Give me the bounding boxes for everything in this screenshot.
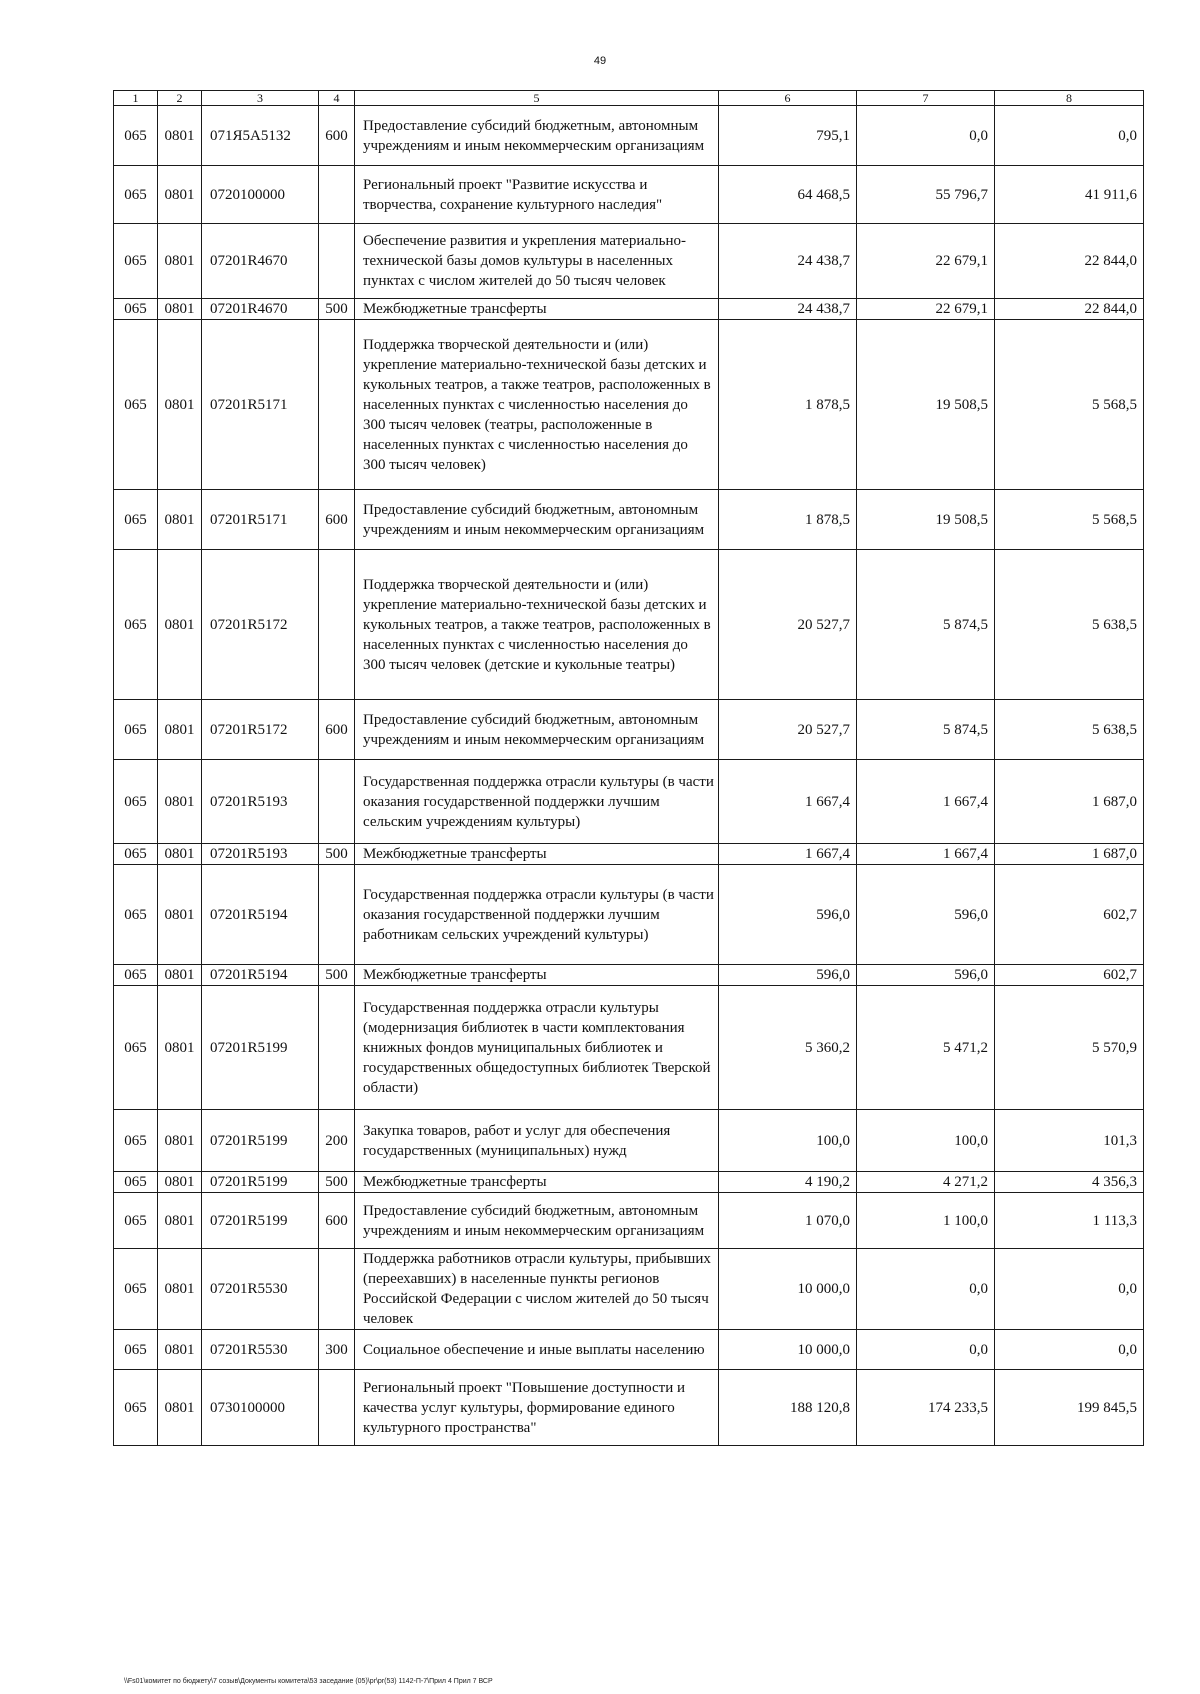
cell-col-1: 065 xyxy=(114,490,158,550)
cell-col-7: 22 679,1 xyxy=(857,224,995,299)
cell-col-8: 1 687,0 xyxy=(995,844,1144,865)
cell-col-3: 07201R4670 xyxy=(202,299,319,320)
cell-col-2: 0801 xyxy=(158,700,202,760)
cell-col-4 xyxy=(319,166,355,224)
column-header: 7 xyxy=(857,91,995,106)
cell-col-4: 600 xyxy=(319,1193,355,1249)
cell-col-7: 5 471,2 xyxy=(857,986,995,1110)
table-row xyxy=(114,700,1144,760)
cell-col-8: 4 356,3 xyxy=(995,1172,1144,1193)
cell-col-6: 596,0 xyxy=(719,865,857,965)
cell-col-2: 0801 xyxy=(158,1193,202,1249)
cell-col-6: 596,0 xyxy=(719,965,857,986)
cell-col-2: 0801 xyxy=(158,299,202,320)
cell-col-5: Предоставление субсидий бюджетным, автономным учреждениям и иным некоммерческим организациям xyxy=(355,1193,719,1249)
cell-col-7: 1 667,4 xyxy=(857,844,995,865)
cell-col-2: 0801 xyxy=(158,320,202,490)
table-row xyxy=(114,1330,1144,1370)
cell-col-4: 200 xyxy=(319,1110,355,1172)
cell-col-2: 0801 xyxy=(158,760,202,844)
cell-col-3: 0720100000 xyxy=(202,166,319,224)
cell-col-3: 07201R5193 xyxy=(202,844,319,865)
cell-col-8: 41 911,6 xyxy=(995,166,1144,224)
cell-col-6: 24 438,7 xyxy=(719,299,857,320)
cell-col-2: 0801 xyxy=(158,1249,202,1330)
table-row xyxy=(114,1249,1144,1330)
cell-col-5: Поддержка творческой деятельности и (или) укрепление материально-технической базы детских и кукольных театров, а также театров, расположенных в населенных пунктах с численностью населения до 300 тысяч человек (детские и кукольные театры) xyxy=(355,550,719,700)
cell-col-4: 600 xyxy=(319,700,355,760)
cell-col-7: 1 667,4 xyxy=(857,760,995,844)
cell-col-3: 07201R5194 xyxy=(202,965,319,986)
cell-col-8: 22 844,0 xyxy=(995,224,1144,299)
cell-col-4 xyxy=(319,1249,355,1330)
cell-col-8: 0,0 xyxy=(995,106,1144,166)
cell-col-5: Поддержка работников отрасли культуры, прибывших (переехавших) в населенные пункты регионов Российской Федерации с числом жителей до 50 тысяч человек xyxy=(355,1249,719,1330)
cell-col-5: Региональный проект "Развитие искусства и творчества, сохранение культурного наследия" xyxy=(355,166,719,224)
cell-col-2: 0801 xyxy=(158,550,202,700)
table-row xyxy=(114,844,1144,865)
table-row xyxy=(114,550,1144,700)
column-header: 8 xyxy=(995,91,1144,106)
table-row xyxy=(114,1370,1144,1446)
cell-col-1: 065 xyxy=(114,1172,158,1193)
cell-col-8: 101,3 xyxy=(995,1110,1144,1172)
cell-col-8: 0,0 xyxy=(995,1330,1144,1370)
cell-col-1: 065 xyxy=(114,1249,158,1330)
cell-col-2: 0801 xyxy=(158,224,202,299)
table-row xyxy=(114,166,1144,224)
cell-col-3: 07201R5530 xyxy=(202,1330,319,1370)
table-row xyxy=(114,1110,1144,1172)
cell-col-1: 065 xyxy=(114,1110,158,1172)
cell-col-8: 1 687,0 xyxy=(995,760,1144,844)
cell-col-3: 07201R5172 xyxy=(202,550,319,700)
cell-col-1: 065 xyxy=(114,106,158,166)
cell-col-4: 600 xyxy=(319,490,355,550)
cell-col-1: 065 xyxy=(114,224,158,299)
cell-col-7: 174 233,5 xyxy=(857,1370,995,1446)
cell-col-1: 065 xyxy=(114,1193,158,1249)
cell-col-1: 065 xyxy=(114,760,158,844)
cell-col-6: 1 667,4 xyxy=(719,844,857,865)
cell-col-1: 065 xyxy=(114,299,158,320)
cell-col-6: 20 527,7 xyxy=(719,700,857,760)
cell-col-3: 07201R5199 xyxy=(202,1172,319,1193)
table-row xyxy=(114,865,1144,965)
cell-col-5: Региональный проект "Повышение доступности и качества услуг культуры, формирование единого культурного пространства" xyxy=(355,1370,719,1446)
cell-col-2: 0801 xyxy=(158,490,202,550)
cell-col-4: 500 xyxy=(319,844,355,865)
cell-col-4 xyxy=(319,865,355,965)
cell-col-5: Закупка товаров, работ и услуг для обеспечения государственных (муниципальных) нужд xyxy=(355,1110,719,1172)
table-row xyxy=(114,490,1144,550)
table-row xyxy=(114,760,1144,844)
cell-col-3: 07201R5530 xyxy=(202,1249,319,1330)
cell-col-4: 500 xyxy=(319,299,355,320)
column-header: 2 xyxy=(158,91,202,106)
cell-col-3: 0730100000 xyxy=(202,1370,319,1446)
cell-col-5: Государственная поддержка отрасли культуры (в части оказания государственной поддержки лучшим сельским учреждениям культуры) xyxy=(355,760,719,844)
cell-col-5: Межбюджетные трансферты xyxy=(355,844,719,865)
cell-col-1: 065 xyxy=(114,986,158,1110)
cell-col-4: 300 xyxy=(319,1330,355,1370)
cell-col-1: 065 xyxy=(114,1330,158,1370)
column-header: 3 xyxy=(202,91,319,106)
cell-col-7: 55 796,7 xyxy=(857,166,995,224)
cell-col-3: 07201R5199 xyxy=(202,1193,319,1249)
cell-col-4: 600 xyxy=(319,106,355,166)
cell-col-2: 0801 xyxy=(158,865,202,965)
cell-col-4 xyxy=(319,986,355,1110)
cell-col-4 xyxy=(319,760,355,844)
cell-col-2: 0801 xyxy=(158,986,202,1110)
cell-col-5: Обеспечение развития и укрепления материально-технической базы домов культуры в населенных пунктах с числом жителей до 50 тысяч человек xyxy=(355,224,719,299)
cell-col-3: 07201R5171 xyxy=(202,490,319,550)
cell-col-5: Государственная поддержка отрасли культуры (модернизация библиотек в части комплектования книжных фондов муниципальных библиотек и государственных общедоступных библиотек Тверской области) xyxy=(355,986,719,1110)
cell-col-2: 0801 xyxy=(158,166,202,224)
cell-col-8: 1 113,3 xyxy=(995,1193,1144,1249)
cell-col-8: 22 844,0 xyxy=(995,299,1144,320)
cell-col-2: 0801 xyxy=(158,1172,202,1193)
cell-col-7: 0,0 xyxy=(857,1330,995,1370)
cell-col-7: 19 508,5 xyxy=(857,490,995,550)
cell-col-2: 0801 xyxy=(158,106,202,166)
cell-col-1: 065 xyxy=(114,550,158,700)
cell-col-6: 188 120,8 xyxy=(719,1370,857,1446)
cell-col-3: 071Я5А5132 xyxy=(202,106,319,166)
cell-col-2: 0801 xyxy=(158,1110,202,1172)
cell-col-1: 065 xyxy=(114,865,158,965)
column-header: 6 xyxy=(719,91,857,106)
cell-col-1: 065 xyxy=(114,700,158,760)
cell-col-6: 5 360,2 xyxy=(719,986,857,1110)
cell-col-8: 602,7 xyxy=(995,965,1144,986)
table-row xyxy=(114,1193,1144,1249)
cell-col-6: 1 667,4 xyxy=(719,760,857,844)
table-row xyxy=(114,224,1144,299)
cell-col-7: 4 271,2 xyxy=(857,1172,995,1193)
cell-col-3: 07201R5194 xyxy=(202,865,319,965)
cell-col-6: 10 000,0 xyxy=(719,1330,857,1370)
cell-col-5: Социальное обеспечение и иные выплаты населению xyxy=(355,1330,719,1370)
cell-col-2: 0801 xyxy=(158,1330,202,1370)
cell-col-7: 0,0 xyxy=(857,1249,995,1330)
cell-col-3: 07201R5199 xyxy=(202,1110,319,1172)
cell-col-5: Межбюджетные трансферты xyxy=(355,299,719,320)
cell-col-6: 24 438,7 xyxy=(719,224,857,299)
cell-col-5: Предоставление субсидий бюджетным, автономным учреждениям и иным некоммерческим организациям xyxy=(355,106,719,166)
footer-file-path: \\Fs01\комитет по бюджету\7 созыв\Документы комитета\53 заседание (05)\pr\pr(53) 1142-П-7\Прил 4 Прил 7 ВСР xyxy=(124,1678,493,1685)
cell-col-6: 1 070,0 xyxy=(719,1193,857,1249)
cell-col-1: 065 xyxy=(114,1370,158,1446)
cell-col-8: 199 845,5 xyxy=(995,1370,1144,1446)
cell-col-3: 07201R5193 xyxy=(202,760,319,844)
cell-col-8: 5 638,5 xyxy=(995,550,1144,700)
cell-col-4 xyxy=(319,224,355,299)
cell-col-7: 5 874,5 xyxy=(857,550,995,700)
cell-col-1: 065 xyxy=(114,965,158,986)
cell-col-6: 1 878,5 xyxy=(719,490,857,550)
cell-col-3: 07201R5172 xyxy=(202,700,319,760)
cell-col-7: 22 679,1 xyxy=(857,299,995,320)
cell-col-4 xyxy=(319,1370,355,1446)
cell-col-6: 1 878,5 xyxy=(719,320,857,490)
cell-col-6: 795,1 xyxy=(719,106,857,166)
cell-col-8: 5 638,5 xyxy=(995,700,1144,760)
cell-col-7: 0,0 xyxy=(857,106,995,166)
cell-col-4 xyxy=(319,550,355,700)
table-body xyxy=(114,106,1144,1446)
cell-col-2: 0801 xyxy=(158,965,202,986)
table-row xyxy=(114,106,1144,166)
cell-col-4: 500 xyxy=(319,965,355,986)
cell-col-3: 07201R4670 xyxy=(202,224,319,299)
cell-col-7: 596,0 xyxy=(857,965,995,986)
table-row xyxy=(114,320,1144,490)
cell-col-5: Межбюджетные трансферты xyxy=(355,1172,719,1193)
cell-col-1: 065 xyxy=(114,320,158,490)
cell-col-5: Предоставление субсидий бюджетным, автономным учреждениям и иным некоммерческим организациям xyxy=(355,700,719,760)
cell-col-4: 500 xyxy=(319,1172,355,1193)
column-header: 4 xyxy=(319,91,355,106)
cell-col-7: 1 100,0 xyxy=(857,1193,995,1249)
table-row xyxy=(114,299,1144,320)
table-row xyxy=(114,986,1144,1110)
cell-col-4 xyxy=(319,320,355,490)
cell-col-7: 596,0 xyxy=(857,865,995,965)
cell-col-8: 5 568,5 xyxy=(995,490,1144,550)
cell-col-5: Предоставление субсидий бюджетным, автономным учреждениям и иным некоммерческим организациям xyxy=(355,490,719,550)
cell-col-8: 5 570,9 xyxy=(995,986,1144,1110)
cell-col-8: 0,0 xyxy=(995,1249,1144,1330)
cell-col-3: 07201R5199 xyxy=(202,986,319,1110)
cell-col-2: 0801 xyxy=(158,844,202,865)
cell-col-7: 5 874,5 xyxy=(857,700,995,760)
cell-col-7: 19 508,5 xyxy=(857,320,995,490)
cell-col-6: 64 468,5 xyxy=(719,166,857,224)
cell-col-6: 20 527,7 xyxy=(719,550,857,700)
cell-col-3: 07201R5171 xyxy=(202,320,319,490)
cell-col-6: 10 000,0 xyxy=(719,1249,857,1330)
cell-col-7: 100,0 xyxy=(857,1110,995,1172)
cell-col-1: 065 xyxy=(114,844,158,865)
column-header: 1 xyxy=(114,91,158,106)
column-number-row xyxy=(114,91,1144,106)
cell-col-5: Государственная поддержка отрасли культуры (в части оказания государственной поддержки лучшим работникам сельских учреждений культуры) xyxy=(355,865,719,965)
table-row xyxy=(114,1172,1144,1193)
cell-col-8: 602,7 xyxy=(995,865,1144,965)
budget-table xyxy=(113,90,1144,1446)
cell-col-6: 4 190,2 xyxy=(719,1172,857,1193)
cell-col-5: Межбюджетные трансферты xyxy=(355,965,719,986)
cell-col-1: 065 xyxy=(114,166,158,224)
cell-col-5: Поддержка творческой деятельности и (или) укрепление материально-технической базы детских и кукольных театров, а также театров, расположенных в населенных пунктах с численностью населения до 300 тысяч человек (театры, расположенные в населенных пунктах с численностью населения до 300 тысяч человек) xyxy=(355,320,719,490)
table-row xyxy=(114,965,1144,986)
column-header: 5 xyxy=(355,91,719,106)
cell-col-2: 0801 xyxy=(158,1370,202,1446)
cell-col-8: 5 568,5 xyxy=(995,320,1144,490)
cell-col-6: 100,0 xyxy=(719,1110,857,1172)
page-number: 49 xyxy=(593,55,607,67)
